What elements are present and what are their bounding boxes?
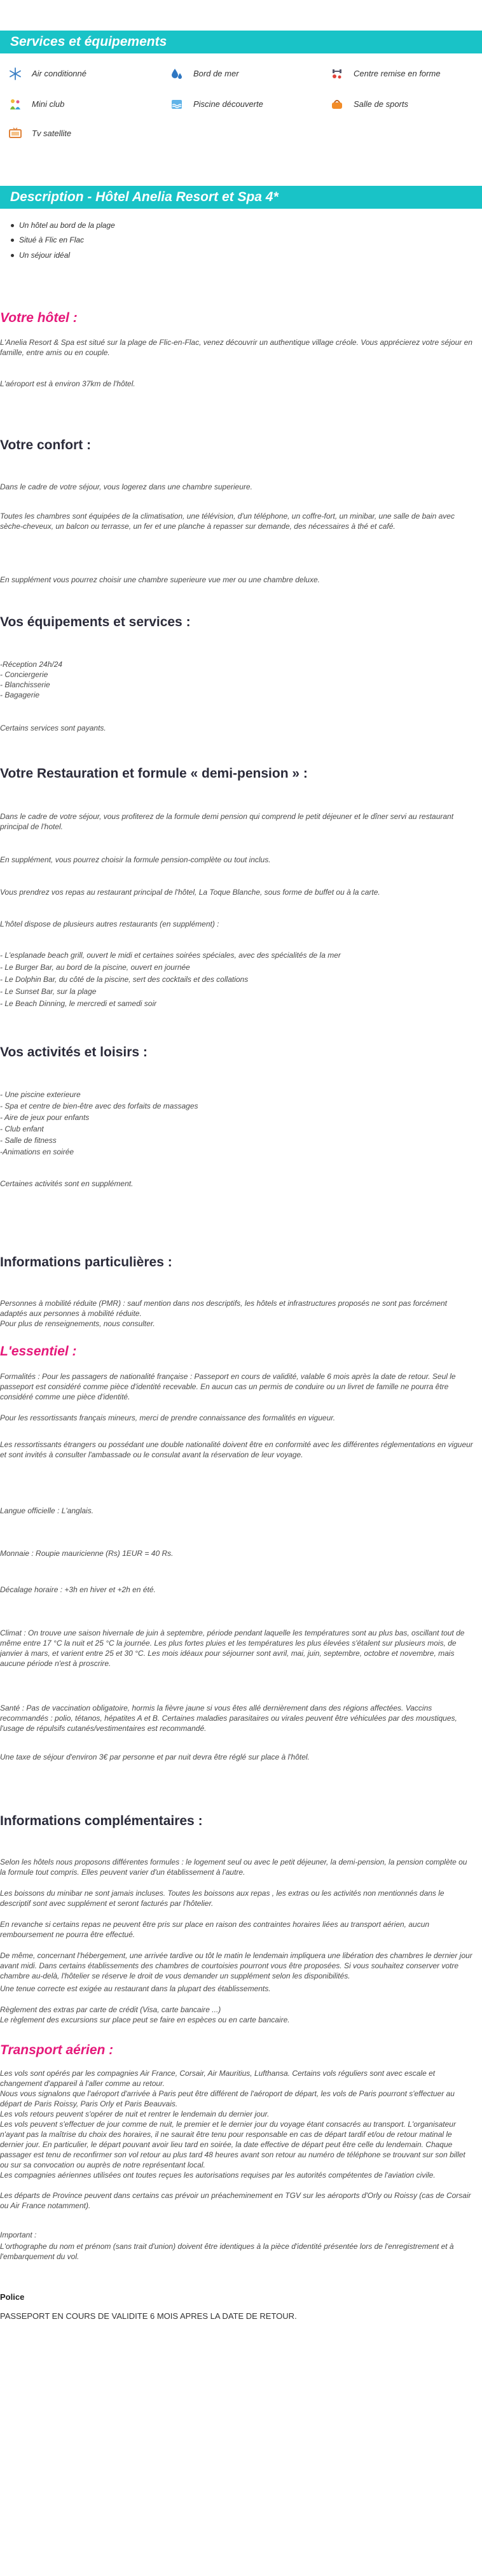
restauration-heading: Votre Restauration et formule « demi-pension » :: [0, 766, 308, 781]
list-item: - Bagagerie: [0, 690, 40, 699]
list-item: - Aire de jeux pour enfants: [0, 1113, 90, 1122]
sport-bag-icon: [331, 98, 343, 111]
complementaires-paragraph: Une tenue correcte est exigée au restaurant dans la plupart des établissements.: [0, 1984, 271, 1993]
police-text: PASSEPORT EN COURS DE VALIDITE 6 MOIS APRES LA DATE DE RETOUR.: [0, 2311, 297, 2321]
particulieres-paragraph: Pour plus de renseignements, nous consulter.: [0, 1319, 155, 1328]
activites-note: Certaines activités sont en supplément.: [0, 1179, 134, 1188]
pool-icon: [170, 98, 183, 111]
confort-heading: Votre confort :: [0, 438, 92, 452]
service-label: Salle de sports: [354, 99, 408, 109]
service-label: Bord de mer: [193, 69, 239, 78]
equipements-note: Certains services sont payants.: [0, 724, 106, 732]
list-item: Situé à Flic en Flac: [19, 235, 85, 244]
list-item: -Réception 24h/24: [0, 660, 63, 669]
essentiel-paragraph: Les ressortissants étrangers ou possédant une double nationalité doivent être en conformité avec les différentes réglementations en vigueur et sont invités à consulter l'ambassade ou le consulat avant la réservation de leur voyage.: [0, 1440, 473, 1459]
list-item: - Blanchisserie: [0, 680, 50, 689]
list-item: Un séjour idéal: [19, 251, 71, 260]
complementaires-paragraph: Règlement des extras par carte de crédit (Visa, carte bancaire ...): [0, 2005, 221, 2014]
essentiel-paragraph: Climat : On trouve une saison hivernale de juin à septembre, période pendant laquelle les températures sont au plus bas, oscillant tout de même entre 17 °C la nuit et 25 °C la journée. Les plus fortes pluies et les températures les plus élevées s'étalent sur plusieurs mois, de janvier à mars, et varient entre 25 et 30 °C. Les mois idéaux pour séjourner sont avril, mai, juin, septembre, octobre et novembre, mais aucune période n'est à proscrire.: [0, 1628, 465, 1668]
service-label: Mini club: [32, 99, 65, 109]
complementaires-paragraph: Les boissons du minibar ne sont jamais incluses. Toutes les boissons aux repas , les extras ou les activités non mentionnés dans le descriptif sont avec supplément et seront facturés par l'hôtelier.: [0, 1889, 444, 1908]
service-label: Air conditionné: [32, 69, 86, 78]
complementaires-paragraph: Selon les hôtels nous proposons différentes formules : le logement seul ou avec le petit déjeuner, la demi-pension, la pension complète ou la formule tout compris. Elles peuvent varier d'un établissement à l'autre.: [0, 1858, 467, 1877]
list-item: - Conciergerie: [0, 670, 48, 679]
list-item: Un hôtel au bord de la plage: [19, 221, 115, 230]
services-title: Services et équipements: [10, 34, 167, 49]
transport-paragraph: Les vols sont opérés par les compagnies Air France, Corsair, Air Mauritius, Lufthansa. Certains vols réguliers sont avec escale et changement d'appareil à l'aller comme au retour.: [0, 2069, 436, 2088]
transport-paragraph: Les départs de Province peuvent dans certains cas prévoir un préacheminement en TGV sur les aéroports d'Orly ou Roissy (cas de Corsair ou Air France notamment).: [0, 2191, 471, 2210]
police-heading: Police: [0, 2292, 25, 2302]
particulieres-paragraph: Personnes à mobilité réduite (PMR) : sauf mention dans nos descriptifs, les hôtels et infrastructures proposés ne sont pas forcément adaptés aux personnes à mobilité réduite.: [0, 1299, 448, 1318]
transport-paragraph: Nous vous signalons que l'aéroport d'arrivée à Paris peut être différent de l'aéroport de départ, les vols de Paris pourront s'effectuer au départ de Paris Roissy, Paris Orly et Paris Beauvais.: [0, 2089, 455, 2108]
hotel-heading: Votre hôtel :: [0, 311, 78, 325]
list-item: - Le Beach Dinning, le mercredi et samedi soir: [0, 999, 157, 1008]
dumbbell-icon: [331, 67, 343, 80]
complementaires-paragraph: En revanche si certains repas ne peuvent être pris sur place en raison des contraintes horaires liées au transport aérien, aucun remboursement ne pourra être effectué.: [0, 1920, 430, 1939]
list-item: - L'esplanade beach grill, ouvert le midi et certaines soirées spéciales, avec des spécialités de la mer: [0, 951, 341, 960]
equipements-heading: Vos équipements et services :: [0, 615, 191, 629]
transport-paragraph: Les vols peuvent s'effectuer de jour comme de nuit, le premier et le dernier jour du voyage étant consacrés au transport. L'organisateur n'ayant pas la maîtrise du choix des horaires, il ne saurait être tenu pour responsable en cas de départ tardif et/ou de retour matinal le dernier jour. En particulier, le départ pouvant avoir lieu tard en soirée, la date effective de départ peut être celle du lendemain. Chaque passager est tenu de reconfirmer son vol retour au plus tard 48 heures avant son retour au numéro de téléphone se trouvant sur son billet ou sur sa convocation ou auprès de notre représentant local.: [0, 2120, 465, 2169]
description-title: Description - Hôtel Anelia Resort et Spa 4*: [10, 190, 279, 204]
hotel-paragraph: L'Anelia Resort & Spa est situé sur la plage de Flic-en-Flac, venez découvrir un authentique village créole. Vous apprécierez votre séjour en famille, entre amis ou en couple.: [0, 338, 472, 357]
confort-paragraph: En supplément vous pourrez choisir une chambre superieure vue mer ou une chambre deluxe.: [0, 575, 320, 584]
snowflake-icon: [9, 67, 22, 80]
list-item: - Spa et centre de bien-être avec des forfaits de massages: [0, 1102, 198, 1110]
restauration-paragraph: Vous prendrez vos repas au restaurant principal de l'hôtel, La Toque Blanche, sous forme de buffet ou à la carte.: [0, 888, 380, 897]
water-drop-icon: [170, 67, 183, 80]
essentiel-paragraph: Une taxe de séjour d'environ 3€ par personne et par nuit devra être réglé sur place à l'hôtel.: [0, 1753, 310, 1761]
important-text: L'orthographe du nom et prénom (sans trait d'union) doivent être identiques à la pièce d'identité présentée lors de l'enregistrement et à l'embarquement du vol.: [0, 2242, 454, 2261]
restauration-paragraph: En supplément, vous pourrez choisir la formule pension-complète ou tout inclus.: [0, 855, 271, 864]
list-item: -Animations en soirée: [0, 1147, 74, 1156]
important-label: Important :: [0, 2230, 37, 2239]
list-item: - Le Sunset Bar, sur la plage: [0, 987, 97, 996]
confort-paragraph: Dans le cadre de votre séjour, vous logerez dans une chambre superieure.: [0, 482, 252, 491]
services-banner: [0, 31, 482, 53]
restauration-paragraph: Dans le cadre de votre séjour, vous profiterez de la formule demi pension qui comprend le petit déjeuner et le dîner servi au restaurant principal de l'hotel.: [0, 812, 454, 831]
confort-paragraph: Toutes les chambres sont équipées de la climatisation, une télévision, d'un téléphone, un coffre-fort, un minibar, une salle de bain avec sèche-cheveux, un balcon ou terrasse, un fer et une planche à repasser sur demande, des nécessaires à thé et café.: [0, 512, 455, 531]
essentiel-paragraph: Décalage horaire : +3h en hiver et +2h en été.: [0, 1585, 156, 1594]
service-label: Piscine découverte: [193, 99, 263, 109]
essentiel-paragraph: Formalités : Pour les passagers de nationalité française : Passeport en cours de validité, valable 6 mois après la date de retour. Seul le passeport est considéré comme pièce d'identité recevable. En aucun cas un permis de conduire ou un livret de famille ne pourra être considéré comme une pièce d'identité.: [0, 1372, 456, 1401]
particulieres-heading: Informations particulières :: [0, 1255, 172, 1270]
essentiel-paragraph: Santé : Pas de vaccination obligatoire, hormis la fièvre jaune si vous êtes allé dernièrement dans des régions affectées. Vaccins recommandés : polio, tétanos, hépatites A et B. Certaines maladies parasitaires ou virales peuvent être véhiculées par des moustiques, l'usage de répulsifs cutanés/vestimentaires est recommandé.: [0, 1704, 457, 1733]
list-item: - Le Dolphin Bar, du côté de la piscine, sert des cocktails et des collations: [0, 975, 249, 984]
essentiel-paragraph: Pour les ressortissants français mineurs, merci de prendre connaissance des formalités en vigueur.: [0, 1413, 336, 1422]
tv-icon: [9, 127, 22, 140]
complementaires-paragraph: De même, concernant l'hébergement, une arrivée tardive ou tôt le matin le lendemain impliquera une libération des chambres le dernier jour avant midi. Dans certains établissements des chambres de courtoisies pourront vous être proposées. Si vous souhaitez conserver votre chambre au-delà, l'hôtelier se réserve le droit de vous demander un supplément selon les disponibilités.: [0, 1951, 472, 1980]
list-item: - Une piscine exterieure: [0, 1090, 81, 1099]
service-label: Centre remise en forme: [354, 69, 441, 78]
essentiel-paragraph: Langue officielle : L'anglais.: [0, 1506, 94, 1515]
list-item: - Le Burger Bar, au bord de la piscine, ouvert en journée: [0, 963, 190, 972]
activites-heading: Vos activités et loisirs :: [0, 1045, 148, 1060]
service-label: Tv satellite: [32, 129, 72, 138]
description-banner: [0, 186, 482, 209]
complementaires-heading: Informations complémentaires :: [0, 1814, 203, 1828]
transport-paragraph: Les vols retours peuvent s'opérer de nuit et rentrer le lendemain du dernier jour.: [0, 2110, 270, 2118]
complementaires-paragraph: Le règlement des excursions sur place peut se faire en espèces ou en carte bancaire.: [0, 2015, 290, 2024]
essentiel-paragraph: Monnaie : Roupie mauricienne (Rs) 1EUR = 40 Rs.: [0, 1549, 174, 1558]
restauration-paragraph: L'hôtel dispose de plusieurs autres restaurants (en supplément) :: [0, 920, 219, 928]
essentiel-heading: L'essentiel :: [0, 1344, 77, 1359]
transport-paragraph: Les compagnies aériennes utilisées ont toutes reçues les autorisations requises par les autorités compétentes de l'aviation civile.: [0, 2171, 436, 2180]
list-item: - Salle de fitness: [0, 1136, 57, 1145]
kids-icon: [9, 98, 22, 111]
list-item: - Club enfant: [0, 1124, 44, 1133]
transport-heading: Transport aérien :: [0, 2043, 114, 2057]
hotel-paragraph: L'aéroport est à environ 37km de l'hôtel.: [0, 379, 135, 388]
